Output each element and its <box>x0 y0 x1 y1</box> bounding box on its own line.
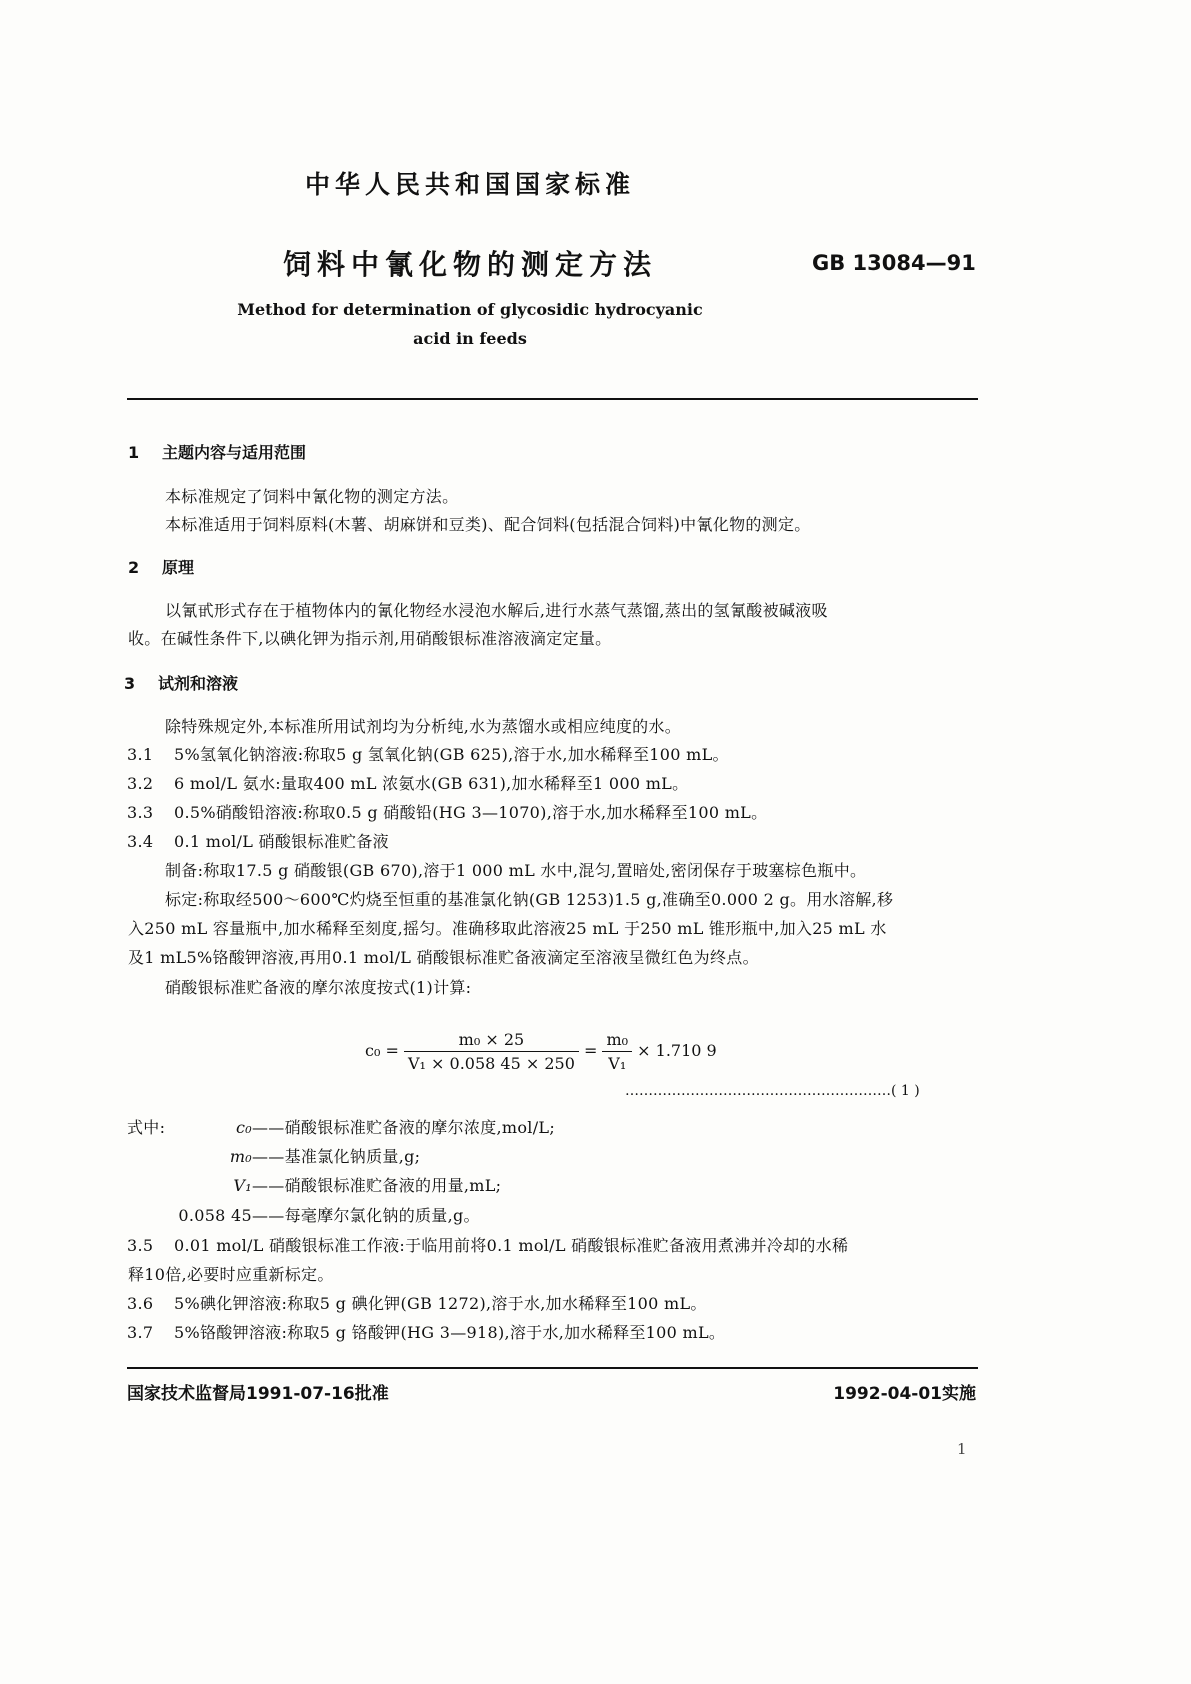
paragraph: 以氰甙形式存在于植物体内的氰化物经水浸泡水解后,进行水蒸气蒸馏,蒸出的氢氰酸被碱液吸 <box>165 601 828 620</box>
clause-number: 3.3 <box>127 803 154 822</box>
section-number: 3 <box>124 674 136 693</box>
effective-date: 1992-04-01实施 <box>833 1384 976 1404</box>
section-number: 1 <box>128 443 140 462</box>
variable-description: ——每毫摩尔氯化钠的质量,g。 <box>252 1206 480 1225</box>
calibration-text: 及1 mL5%铬酸钾溶液,再用0.1 mol/L 硝酸银标准贮备液滴定至溶液呈微红色为终点。 <box>128 948 759 967</box>
formula-numerator: m₀ <box>606 1030 629 1049</box>
formula-fraction <box>404 1030 579 1073</box>
approval-date: 国家技术监督局1991-07-16批准 <box>127 1384 389 1404</box>
clause-3-3 <box>127 800 767 823</box>
clause-3-7 <box>127 1320 725 1343</box>
variable-description: ——硝酸银标准贮备液的用量,mL; <box>252 1176 502 1195</box>
section-title: 原理 <box>162 558 195 577</box>
formula-intro: 硝酸银标准贮备液的摩尔浓度按式(1)计算: <box>165 978 472 997</box>
clause-text: 0.1 mol/L 硝酸银标准贮备液 <box>174 832 389 851</box>
english-title-line1: Method for determination of glycosidic hydrocyanic <box>237 300 703 319</box>
variable-description: ——硝酸银标准贮备液的摩尔浓度,mol/L; <box>252 1118 556 1137</box>
where-label: 式中: <box>127 1118 166 1137</box>
where-item <box>212 1173 501 1196</box>
paragraph: 本标准规定了饲料中氰化物的测定方法。 <box>165 487 459 506</box>
section-number: 2 <box>128 558 140 577</box>
standard-number: GB 13084—91 <box>812 251 976 275</box>
clause-number: 3.5 <box>127 1236 154 1255</box>
english-title-line2: acid in feeds <box>413 329 527 348</box>
footer-divider <box>127 1367 978 1369</box>
page-number: 1 <box>957 1440 967 1458</box>
where-item <box>212 1144 420 1167</box>
clause-text: 6 mol/L 氨水:量取400 mL 浓氨水(GB 631),加水稀释至1 000 mL。 <box>174 774 689 793</box>
paragraph: 收。在碱性条件下,以碘化钾为指示剂,用硝酸银标准溶液滴定定量。 <box>128 629 612 648</box>
clause-number: 3.7 <box>127 1323 154 1342</box>
clause-3-5 <box>127 1233 848 1256</box>
formula-denominator: V₁ <box>602 1051 632 1073</box>
section-title: 主题内容与适用范围 <box>162 443 307 462</box>
formula-denominator: V₁ × 0.058 45 × 250 <box>404 1051 579 1073</box>
paragraph: 本标准适用于饲料原料(木薯、胡麻饼和豆类)、配合饲料(包括混合饲料)中氰化物的测定。 <box>165 515 811 534</box>
variable-description: ——基准氯化钠质量,g; <box>252 1147 421 1166</box>
formula-fraction <box>602 1030 632 1073</box>
variable-symbol: V₁ <box>233 1176 252 1195</box>
formula-equals: = <box>583 1041 598 1060</box>
clause-3-2 <box>127 771 688 794</box>
clause-text: 0.01 mol/L 硝酸银标准工作液:于临用前将0.1 mol/L 硝酸银标准贮备液用煮沸并冷却的水稀 <box>174 1236 849 1255</box>
clause-number: 3.4 <box>127 832 154 851</box>
calibration-text: 标定:称取经500～600℃灼烧至恒重的基准氯化钠(GB 1253)1.5 g,准确至0.000 2 g。用水溶解,移 <box>165 890 894 909</box>
clause-3-1 <box>127 742 729 765</box>
where-item <box>212 1115 555 1138</box>
variable-symbol: m₀ <box>229 1147 252 1166</box>
section-2-heading <box>128 555 194 578</box>
national-standard-title: 中华人民共和国国家标准 <box>304 170 635 199</box>
clause-3-5-continued: 释10倍,必要时应重新标定。 <box>128 1265 334 1284</box>
formula-number: …………………………………………………( 1 ) <box>625 1083 920 1099</box>
variable-symbol: 0.058 45 <box>178 1206 252 1225</box>
header-divider <box>127 398 978 400</box>
formula-tail: × 1.710 9 <box>637 1041 717 1060</box>
clause-3-4 <box>127 829 389 852</box>
section-3-heading <box>124 671 238 694</box>
calibration-text: 入250 mL 容量瓶中,加水稀释至刻度,摇匀。准确移取此溶液25 mL 于250 mL 锥形瓶中,加入25 mL 水 <box>128 919 887 938</box>
clause-number: 3.6 <box>127 1294 154 1313</box>
variable-symbol: c₀ <box>236 1118 252 1137</box>
clause-number: 3.2 <box>127 774 154 793</box>
formula-numerator: m₀ × 25 <box>458 1030 525 1049</box>
formula-1 <box>365 1030 717 1073</box>
preparation-text: 制备:称取17.5 g 硝酸银(GB 670),溶于1 000 mL 水中,混匀,置暗处,密闭保存于玻塞棕色瓶中。 <box>165 861 867 880</box>
document-title: 饲料中氰化物的测定方法 <box>282 248 657 281</box>
section-1-heading <box>128 440 306 463</box>
clause-number: 3.1 <box>127 745 154 764</box>
where-item <box>160 1203 480 1226</box>
clause-text: 5%铬酸钾溶液:称取5 g 铬酸钾(HG 3—918),溶于水,加水稀释至100 mL。 <box>174 1323 726 1342</box>
formula-lhs: c₀ = <box>365 1041 399 1060</box>
paragraph: 除特殊规定外,本标准所用试剂均为分析纯,水为蒸馏水或相应纯度的水。 <box>165 717 682 736</box>
clause-3-6 <box>127 1291 707 1314</box>
clause-text: 5%氢氧化钠溶液:称取5 g 氢氧化钠(GB 625),溶于水,加水稀释至100 mL。 <box>174 745 729 764</box>
clause-text: 0.5%硝酸铅溶液:称取0.5 g 硝酸铅(HG 3—1070),溶于水,加水稀释至100 mL。 <box>174 803 768 822</box>
clause-text: 5%碘化钾溶液:称取5 g 碘化钾(GB 1272),溶于水,加水稀释至100 mL。 <box>174 1294 707 1313</box>
section-title: 试剂和溶液 <box>158 674 239 693</box>
